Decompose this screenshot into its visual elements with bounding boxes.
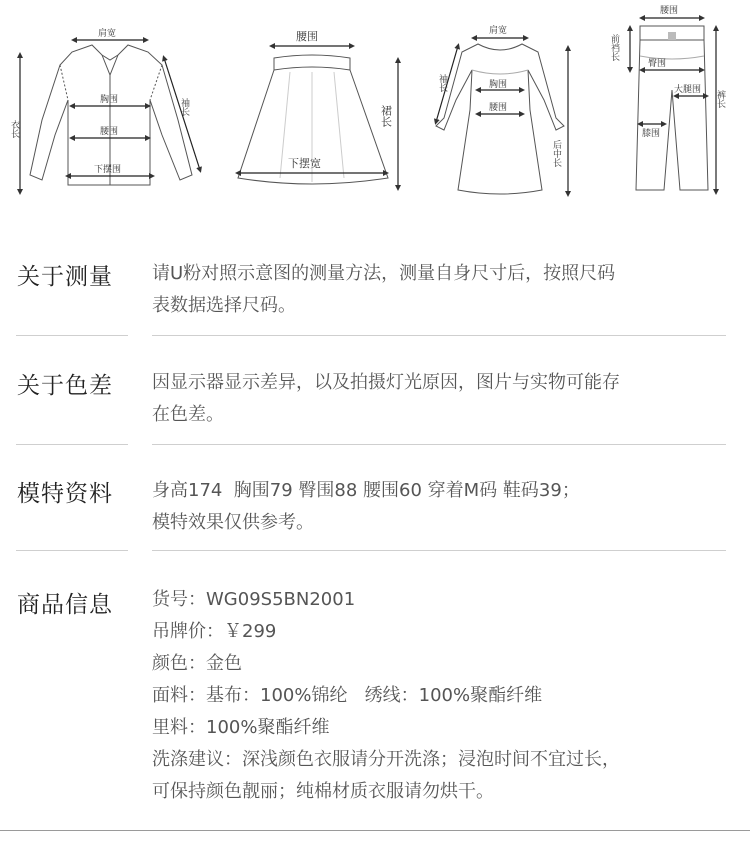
shirt-chest-label: 胸围 xyxy=(100,95,119,105)
divider xyxy=(152,335,726,336)
product-sku: 货号：WG09S5BN2001 xyxy=(152,589,356,610)
divider xyxy=(16,550,128,551)
pants-front-rise-label: 前裆长 xyxy=(609,34,619,61)
shirt-sleeve-label: 袖长 xyxy=(179,98,189,116)
product-care-continued: 可保持颜色靓丽；纯棉材质衣服请勿烘干。 xyxy=(152,781,494,802)
divider xyxy=(152,444,726,445)
dress-back-length-label: 后中长 xyxy=(551,140,561,167)
pants-hip-label: 臀围 xyxy=(648,59,667,69)
product-color: 颜色：金色 xyxy=(152,653,242,674)
shirt-diagram xyxy=(30,45,192,185)
dress-sleeve-label: 袖长 xyxy=(437,74,447,92)
section-line: 请U粉对照示意图的测量方法，测量自身尺寸后，按照尺码 xyxy=(152,263,616,284)
section-title: 关于测量 xyxy=(17,264,113,290)
dress-chest-label: 胸围 xyxy=(489,80,508,90)
section-line: 表数据选择尺码。 xyxy=(152,295,296,316)
dress-diagram xyxy=(436,44,564,194)
pants-diagram xyxy=(636,26,708,190)
pants-length-label: 裤长 xyxy=(715,90,725,108)
measurement-diagrams xyxy=(0,0,750,210)
section-line: 模特效果仅供参考。 xyxy=(152,512,314,533)
product-lining: 里料：100%聚酯纤维 xyxy=(152,717,330,738)
divider xyxy=(16,335,128,336)
bottom-divider xyxy=(0,830,750,831)
pants-thigh-label: 大腿围 xyxy=(674,85,702,95)
section-line: 在色差。 xyxy=(152,404,224,425)
pants-knee-label: 膝围 xyxy=(642,129,661,139)
section-body xyxy=(152,475,737,539)
shirt-waist-label: 腰围 xyxy=(100,127,119,137)
product-price: 吊牌价：￥299 xyxy=(152,621,277,642)
shirt-hem-label: 下摆围 xyxy=(94,165,122,175)
section-body xyxy=(152,258,737,322)
pants-waist-label: 腰围 xyxy=(660,6,679,16)
skirt-length-label: 裙长 xyxy=(379,105,393,127)
divider xyxy=(16,444,128,445)
product-care: 洗涤建议：深浅颜色衣服请分开洗涤；浸泡时间不宜过长， xyxy=(152,749,620,770)
skirt-hem-label: 下摆宽 xyxy=(288,157,321,170)
shirt-shoulder-label: 肩宽 xyxy=(98,29,117,39)
shirt-length-label: 衣长 xyxy=(9,120,19,138)
section-line: 身高174 胸围79 臀围88 腰围60 穿着M码 鞋码39； xyxy=(152,480,580,501)
skirt-waist-label: 腰围 xyxy=(296,30,318,43)
product-fabric: 面料：基布：100%锦纶 绣线：100%聚酯纤维 xyxy=(152,685,543,706)
divider xyxy=(152,550,726,551)
section-line: 因显示器显示差异，以及拍摄灯光原因，图片与实物可能存 xyxy=(152,372,620,393)
dress-shoulder-label: 肩宽 xyxy=(489,26,508,36)
section-body xyxy=(152,584,737,808)
section-title: 关于色差 xyxy=(17,373,113,399)
section-title: 模特资料 xyxy=(17,481,113,507)
section-body xyxy=(152,367,737,431)
section-title: 商品信息 xyxy=(17,592,113,618)
dress-waist-label: 腰围 xyxy=(489,103,508,113)
